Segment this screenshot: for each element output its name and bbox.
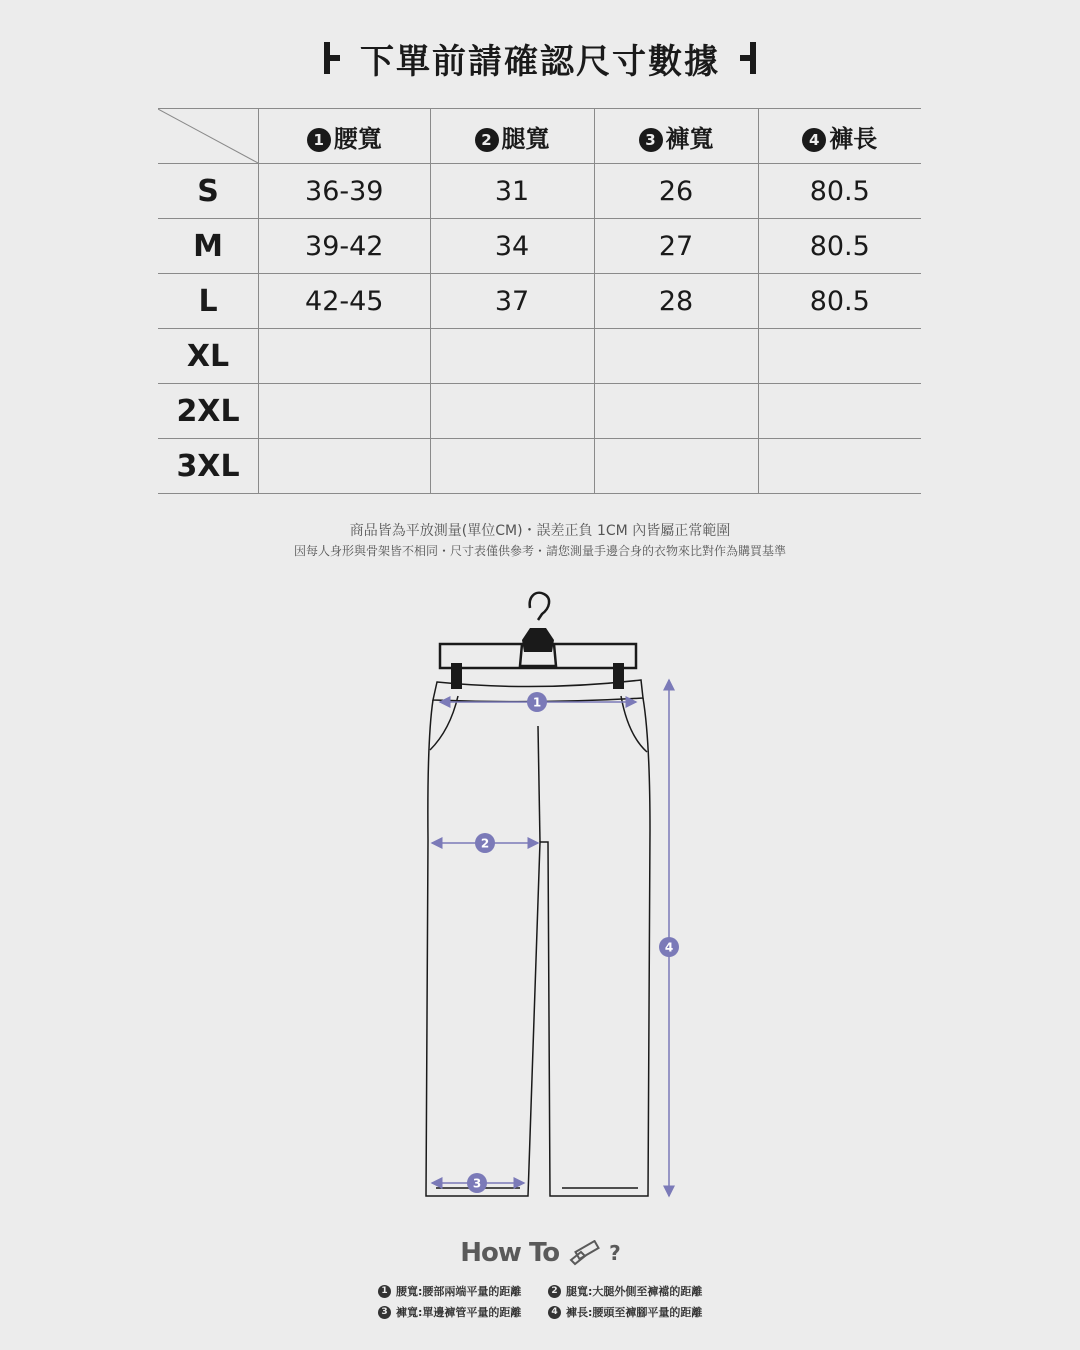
table-cell: 36-39 [259,164,431,219]
table-cell [259,384,431,439]
table-cell: 26 [594,164,758,219]
ruler-pencil-icon [567,1240,601,1266]
table-cell: 80.5 [758,164,921,219]
header-label: 褲寬 [665,124,714,153]
table-cell [758,384,921,439]
table-cell: 37 [430,274,594,329]
legend-text: 腰寬:腰部兩端平量的距離 [396,1285,522,1298]
measurement-note: 商品皆為平放測量(單位CM)・誤差正負 1CM 內皆屬正常範圍 [349,523,731,539]
table-cell [430,329,594,384]
legend-item [378,1304,548,1320]
how-to-question: ? [609,1241,620,1265]
pants-diagram [400,585,690,1205]
table-cell: 42-45 [259,274,431,329]
svg-text:3: 3 [472,1176,482,1191]
table-cell [259,439,431,494]
svg-text:2: 2 [480,836,490,851]
header-label: 腿寬 [501,124,550,153]
diagonal-line-icon [158,109,258,163]
table-row [158,164,921,219]
number-badge-icon: 3 [639,128,663,152]
legend-text: 腿寬:大腿外側至褲襠的距離 [566,1285,703,1298]
page-title: 下單前請確認尺寸數據 [360,41,720,82]
how-to-label: How To [460,1238,560,1268]
table-cell: 27 [594,219,758,274]
hanger-icon [440,593,636,689]
reference-note: 因每人身形與骨架皆不相同・尺寸表僅供參考・請您測量手邊合身的衣物來比對作為購買基準 [293,544,786,558]
svg-text:4: 4 [664,940,674,955]
how-to-heading [0,1238,1080,1268]
marker-2 [475,833,495,853]
legend-item [548,1283,718,1299]
corner-cell [158,109,259,164]
size-table [158,108,921,494]
marker-1 [527,692,547,712]
table-cell [594,329,758,384]
page-title-row [0,30,1080,86]
marker-4 [659,937,679,957]
table-cell [758,439,921,494]
pants-outline [426,680,650,1196]
table-row [158,439,921,494]
number-badge-icon: 3 [378,1306,391,1319]
right-bracket-icon [738,42,756,74]
table-cell [758,329,921,384]
table-cell [430,439,594,494]
legend-item [378,1283,548,1299]
table-cell [430,384,594,439]
number-badge-icon: 4 [548,1306,561,1319]
measurement-lines [432,680,669,1196]
table-cell [259,329,431,384]
table-cell: 28 [594,274,758,329]
number-badge-icon: 4 [802,128,826,152]
table-cell [594,439,758,494]
header-waist [259,109,431,164]
table-row [158,384,921,439]
table-cell: 39-42 [259,219,431,274]
table-cell: 31 [430,164,594,219]
size-label: S [158,164,259,219]
size-label: L [158,274,259,329]
measurement-legend [378,1283,738,1320]
number-badge-icon: 2 [475,128,499,152]
table-row [158,274,921,329]
legend-text: 褲長:腰頭至褲腳平量的距離 [566,1306,703,1319]
table-cell [594,384,758,439]
table-cell: 34 [430,219,594,274]
header-thigh [430,109,594,164]
header-label: 褲長 [829,124,878,153]
svg-text:1: 1 [532,695,542,710]
number-badge-icon: 2 [548,1285,561,1298]
table-row [158,329,921,384]
table-cell: 80.5 [758,219,921,274]
left-bracket-icon [324,42,342,74]
header-label: 腰寬 [333,124,382,153]
legend-item [548,1304,718,1320]
header-length [758,109,921,164]
size-label: 2XL [158,384,259,439]
table-header-row [158,109,921,164]
size-label: XL [158,329,259,384]
table-cell: 80.5 [758,274,921,329]
number-badge-icon: 1 [307,128,331,152]
marker-3 [467,1173,487,1193]
size-label: M [158,219,259,274]
legend-text: 褲寬:單邊褲管平量的距離 [396,1306,522,1319]
header-leg-opening [594,109,758,164]
size-label: 3XL [158,439,259,494]
table-row [158,219,921,274]
number-badge-icon: 1 [378,1285,391,1298]
